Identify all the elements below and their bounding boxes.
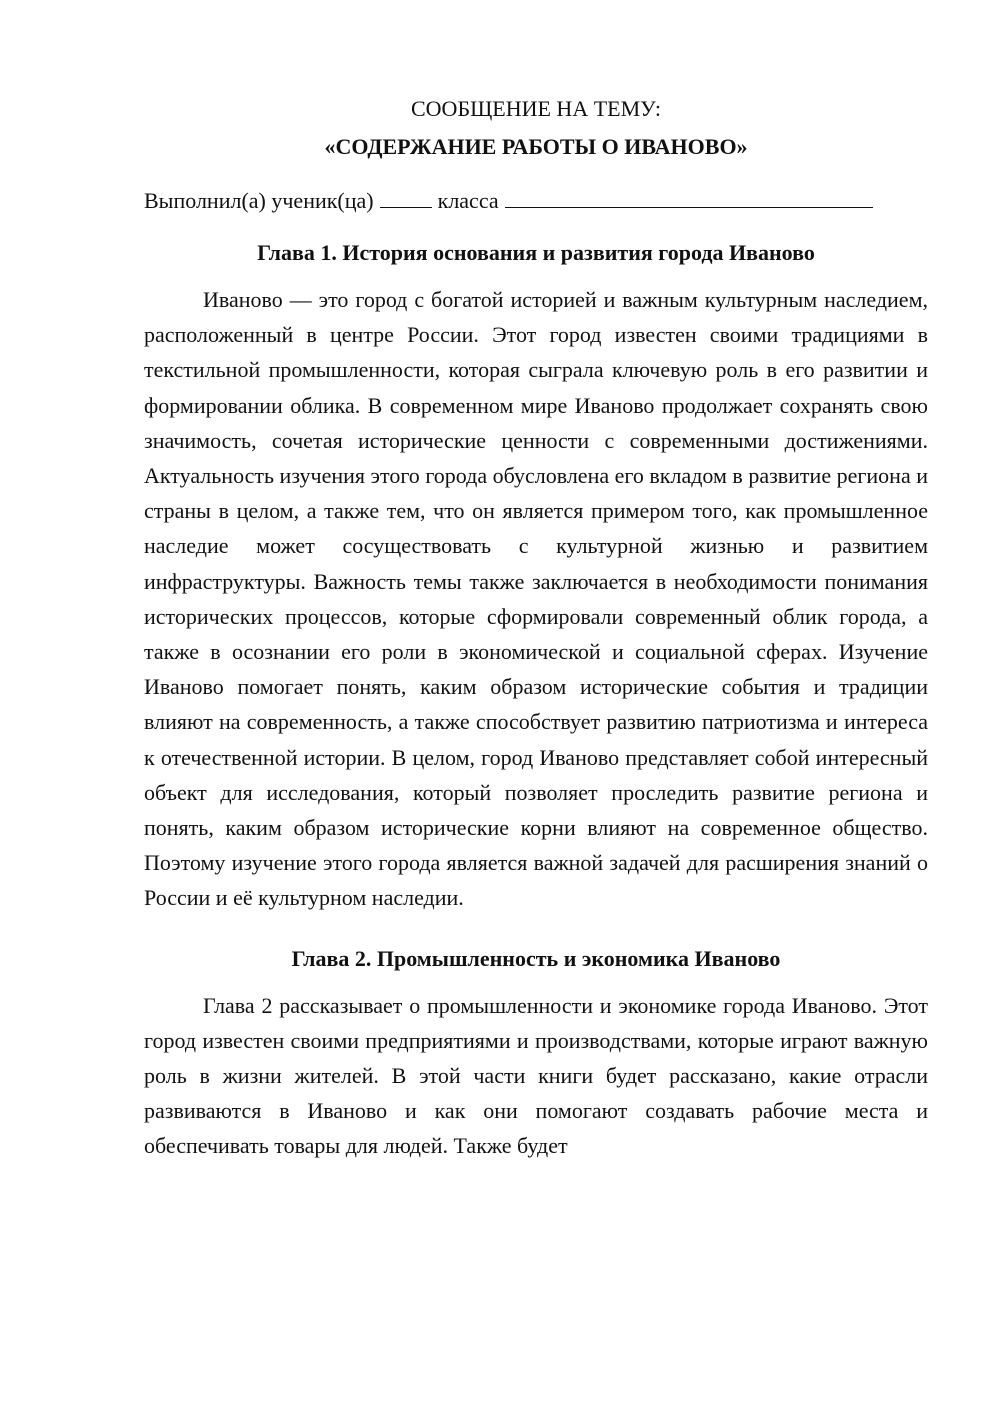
chapter-2-heading: Глава 2. Промышленность и экономика Иваново bbox=[291, 945, 781, 971]
author-middle: класса bbox=[437, 188, 499, 213]
grade-blank bbox=[380, 185, 432, 208]
chapter-1-heading: Глава 1. История основания и развития города Иваново bbox=[257, 240, 815, 265]
chapter-2-paragraph: Глава 2 рассказывает о промышленности и экономике города Иваново. Этот город известен своими предприятиями и производствами, которые играют важную роль в жизни жителей. В этой части книги будет рассказано, какие отрасли развиваются в Иваново и как они помогают создавать рабочие места и обеспечивать товары для людей. Также будет bbox=[144, 992, 928, 1159]
document-page bbox=[144, 92, 928, 1164]
name-blank bbox=[505, 185, 873, 208]
author-line bbox=[144, 184, 928, 218]
author-prefix: Выполнил(а) ученик(ца) bbox=[144, 188, 374, 213]
document-title-line-1: СООБЩЕНИЕ НА ТЕМУ: bbox=[411, 96, 661, 121]
chapter-1-paragraph: Иваново — это город с богатой историей и важным культурным наследием, расположенный в центре России. Этот город известен своими традициями в текстильной промышленности, которая сыграла ключевую роль в его развитии и формировании облика. В современном мире Иваново продолжает сохранять свою значимость, сочетая исторические ценности с современными достижениями. Актуальность изучения этого города обусловлена его вкладом в развитие региона и страны в целом, а также тем, что он является примером того, как промышленное наследие может сосуществовать с культурной жизнью и развитием инфраструктуры. Важность темы также заключается в необходимости понимания исторических процессов, которые сформировали современный облик города, а также в осознании его роли в экономической и социальной сферах. Изучение Иваново помогает понять, каким образом исторические события и традиции влияют на современность, а также способствует развитию патриотизма и интереса к отечественной истории. В целом, город Иваново представляет собой интересный объект для исследования, который позволяет проследить развитие региона и понять, каким образом исторические корни влияют на современное общество. Поэтому изучение этого города является важной задачей для расширения знаний о России и её культурном наследии. bbox=[144, 287, 928, 911]
document-title-line-2: «СОДЕРЖАНИЕ РАБОТЫ О ИВАНОВО» bbox=[324, 134, 748, 159]
